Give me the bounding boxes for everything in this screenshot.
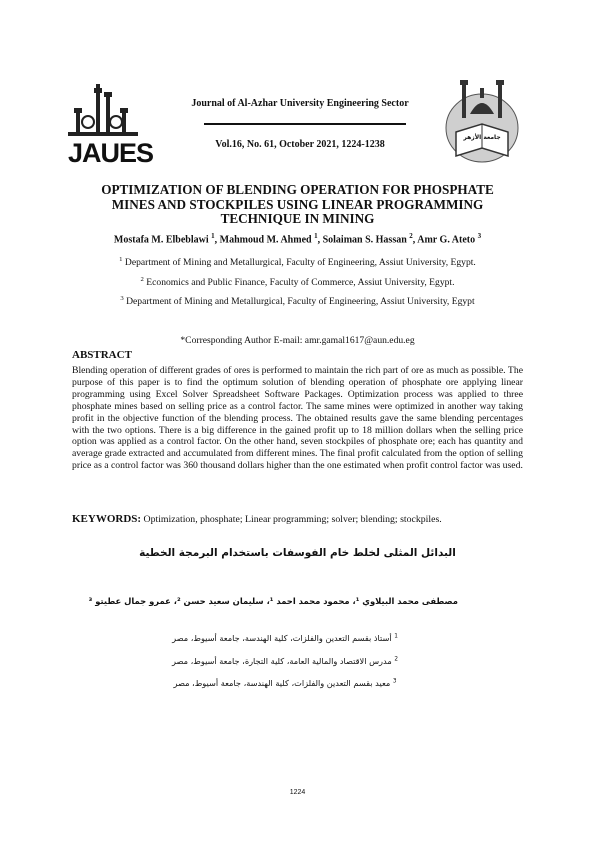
arabic-affiliation-text: مدرس الاقتصاد والمالية العامة، كلية التجارة، جامعة أسيوط، مصر [172,656,392,666]
author-name: Solaiman S. Hassan [322,234,407,246]
keywords-label: KEYWORDS: [72,513,142,525]
arabic-affiliation-text: أستاذ بقسم التعدين والفلزات، كلية الهندسة، جامعة أسيوط، مصر [172,633,392,643]
arabic-affiliation-sup: 2 [394,656,398,663]
arabic-authors: مصطفى محمد البيلاوي ¹، محمود محمد احمد ¹، سليمان سعيد حسن ²، عمرو جمال عطيتو ³ [88,596,458,606]
affiliation [60,256,535,268]
affiliation [60,276,535,288]
title-line: TECHNIQUE IN MINING [220,211,375,226]
corresponding-author: *Corresponding Author E-mail: amr.gamal1617@aun.edu.eg [180,335,415,346]
al-azhar-logo [442,70,522,170]
arabic-affiliation-sup: 1 [394,633,398,640]
arabic-affiliation-text: معيد بقسم التعدين والفلزات، كلية الهندسة، جامعة أسيوط، مصر [173,678,391,688]
author-list: Mostafa M. Elbeblawi $^1$, Mahmoud M. Ahmed $^1$, Solaiman S. Hassan $^2$, Amr G. Ateto $^3$ [113,232,482,246]
author-sup: 1 [211,232,215,240]
affiliation-text: Department of Mining and Metallurgical, Faculty of Engineering, Assiut University, Egypt [126,296,475,308]
author-sup: 1 [314,232,318,240]
affiliation-sup: 3 [120,295,124,302]
abstract-heading: ABSTRACT [72,349,132,361]
al-azhar-emblem-icon [442,70,522,170]
author-sup: 3 [477,232,482,240]
title-line: OPTIMIZATION OF BLENDING OPERATION FOR PHOSPHATE [101,182,494,197]
jaues-logo [66,82,154,172]
affiliation-text: Department of Mining and Metallurgical, Faculty of Engineering, Assiut University, Egypt. [124,257,476,269]
jaues-logo-text: JAUES [68,138,154,168]
arabic-affiliation [150,633,420,643]
journal-name: Journal of Al-Azhar University Engineering Sector [191,98,409,109]
arabic-affiliation [150,678,420,688]
author-name: Mahmoud M. Ahmed [219,234,312,246]
affiliation-sup: 2 [140,276,144,283]
paper-title [70,183,525,227]
author-sup: 2 [409,232,413,240]
title-line: MINES AND STOCKPILES USING LINEAR PROGRAMMING [111,196,484,212]
author-name: Amr G. Ateto [417,234,476,246]
arabic-affiliation-sup: 3 [392,678,397,685]
arabic-affiliation [150,656,420,666]
affiliation-text: Economics and Public Finance, Faculty of Commerce, Assiut University, Egypt. [146,277,455,289]
keywords-text: Optimization, phosphate; Linear programming; solver; blending; stockpiles. [141,514,442,525]
arabic-title: البدائل المثلى لخلط خام الفوسفات باستخدام البرمجة الخطية [139,547,456,559]
volume-info: Vol.16, No. 61, October 2021, 1224-1238 [215,139,385,150]
header-rule [204,123,406,125]
affiliation [60,295,535,307]
abstract-body: Blending operation of different grades of ores is performed to maintain the rich part of ore as much as possible. The purpose of this paper is to find the optimum solution of blending operation of phosphate ore applying linear programming using Excel Solver Spreadsheet Software Packages. Optimization process was applied to three phosphate mines based on selling price as a control factor. The same mines were optimized in another way taking profit in the objective function of the blending process. The obtained results gave the same blending percentages with the two options. There is a big difference in the gained profit up to 18 million dollars when the selling price option was applied as a control factor. On the other hand, seven stockpiles of phosphate ore; each has quantity and average grade extracted and accumulated from different mines. The final profit calculated from the option of selling price as a control factor was 360 thousand dollars higher than the one estimated when profit control factor was used. [72,365,523,472]
keywords [72,513,532,525]
author-name: Mostafa M. Elbeblawi [113,234,209,246]
al-azhar-logo-text: جامعة الأزهر [463,134,501,141]
page-number: 1224 [289,789,306,796]
affiliation-sup: 1 [119,256,123,263]
